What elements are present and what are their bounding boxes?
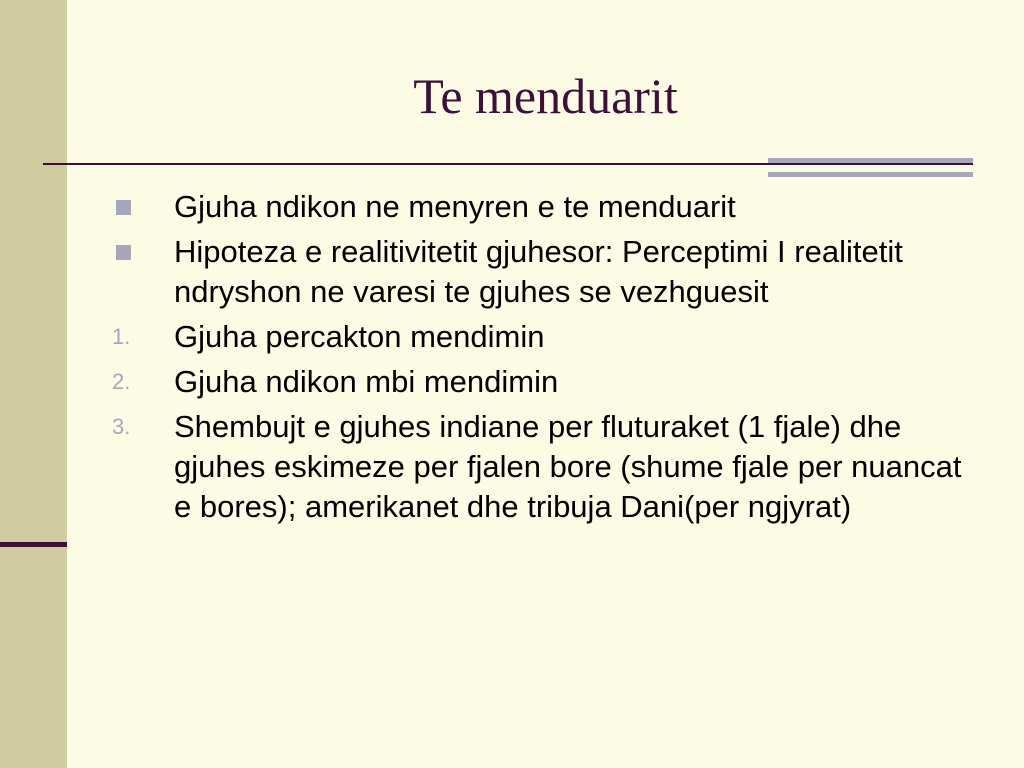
square-bullet-icon xyxy=(116,200,131,215)
accent-bar-bottom xyxy=(768,172,973,177)
list-item xyxy=(110,187,980,227)
bullet-list xyxy=(110,187,980,532)
slide-title: Te menduarit xyxy=(413,68,678,124)
title-rule xyxy=(43,163,973,165)
list-item-text: Gjuha percakton mendimin xyxy=(174,319,545,354)
list-item xyxy=(110,232,980,312)
list-item-text: Gjuha ndikon ne menyren e te menduarit xyxy=(174,189,736,224)
list-number: 1. xyxy=(112,324,131,349)
side-rule xyxy=(0,542,67,547)
accent-bar-top xyxy=(768,158,973,163)
list-item-text: Shembujt e gjuhes indiane per fluturaket (1 fjale) dhe gjuhes eskimeze per fjalen bore (shume fjale per nuancat e bores); amerikanet dhe tribuja Dani(per ngjyrat) xyxy=(174,409,962,524)
list-item-text: Hipoteza e realitivitetit gjuhesor: Perceptimi I realitetit ndryshon ne varesi te gjuhes se vezhguesit xyxy=(174,234,903,309)
list-item xyxy=(110,362,980,402)
list-item xyxy=(110,407,980,527)
list-number: 2. xyxy=(112,369,131,394)
list-number: 3. xyxy=(112,414,131,439)
side-band xyxy=(0,0,67,768)
square-bullet-icon xyxy=(116,245,131,260)
list-item-text: Gjuha ndikon mbi mendimin xyxy=(174,364,559,399)
list-item xyxy=(110,317,980,357)
